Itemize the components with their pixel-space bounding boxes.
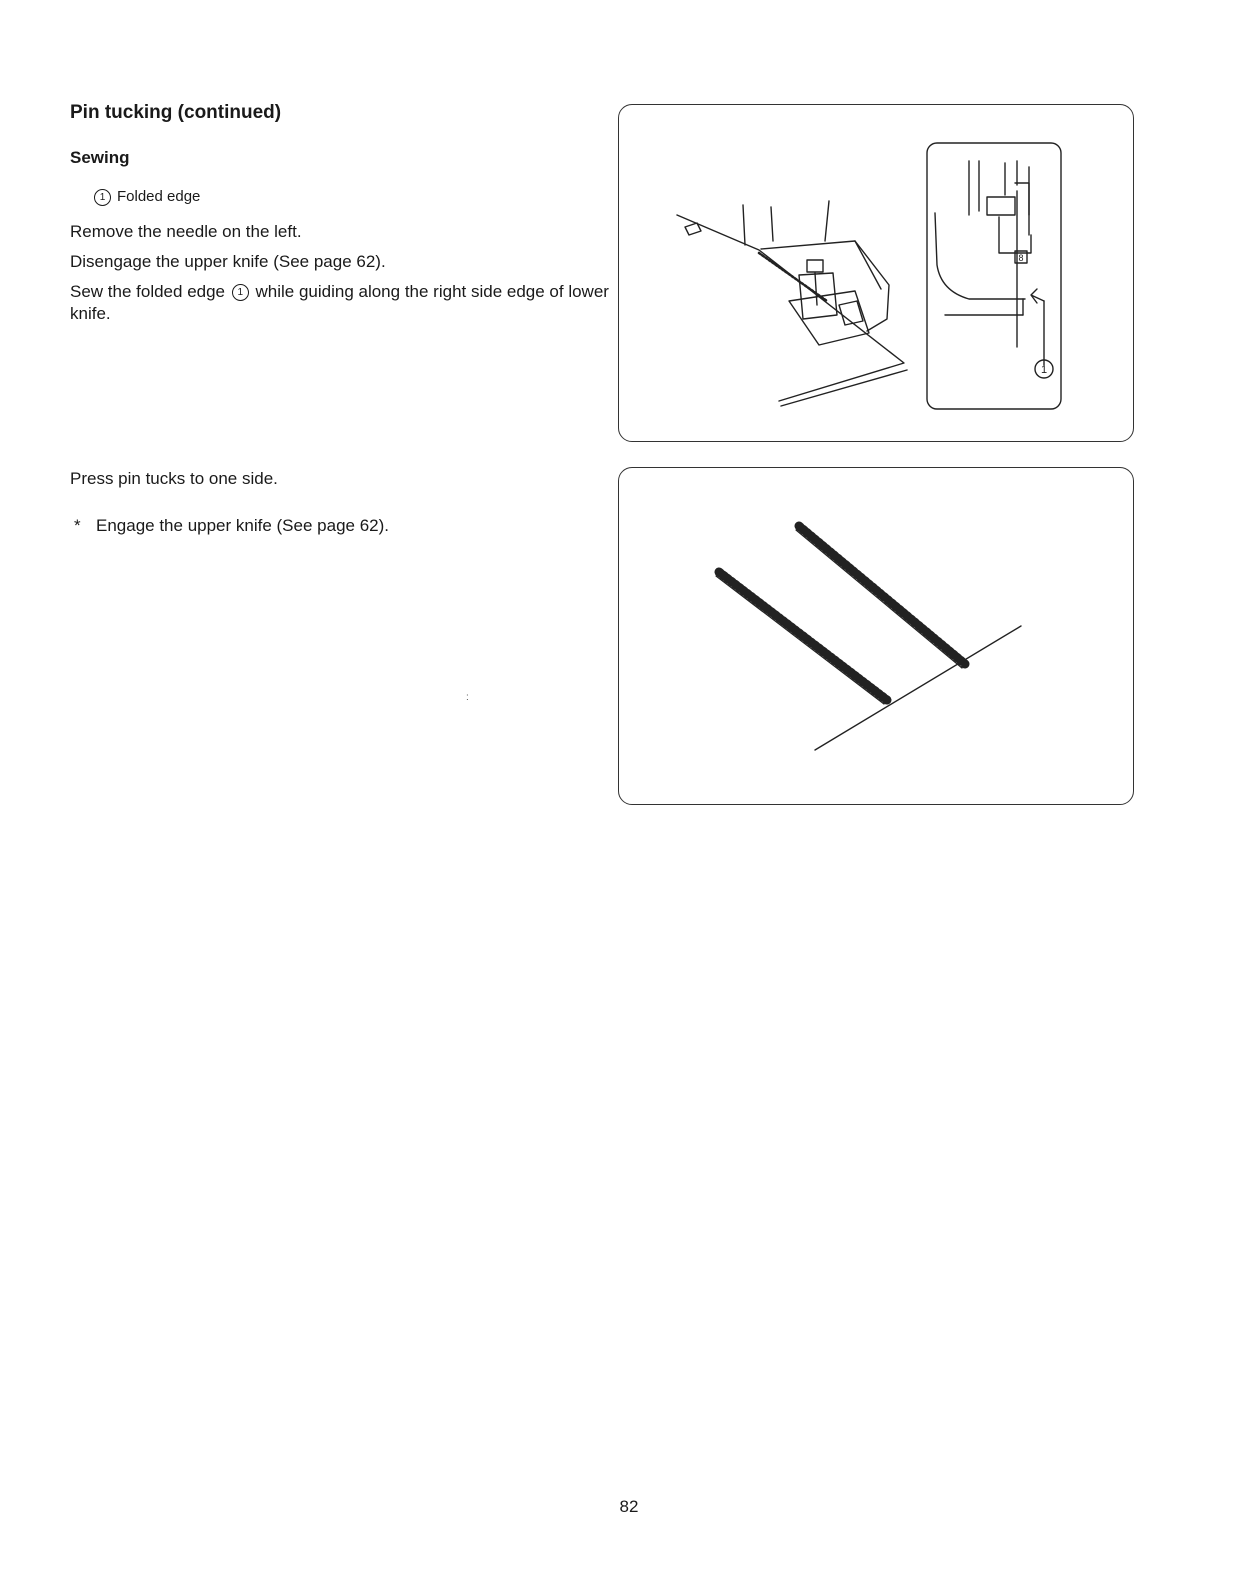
machine-bed [761,241,889,331]
section-title: Pin tucking (continued) [70,102,282,123]
subsection-title: Sewing [70,148,130,167]
step-disengage-knife: Disengage the upper knife (See page 62). [70,252,386,271]
pressed-tucks-illustration [619,468,1133,804]
legend-marker: 1 [94,189,111,206]
inset-foot [999,217,1031,253]
note-text: Engage the upper knife (See page 62). [96,516,389,535]
legend-label: Folded edge [117,188,201,205]
figure-sewing-illustration [618,104,1134,442]
pin-tuck-upper [799,526,965,664]
needle [815,273,817,305]
inset-fold-outer [935,213,1025,299]
thread-guide [685,223,701,235]
step-sew-marker: 1 [232,284,249,301]
machine-arm-left [743,205,745,245]
fabric-lower-edge [781,370,907,406]
pin-tuck-lower [719,572,887,700]
step-remove-needle: Remove the needle on the left. [70,222,302,241]
step-sew-folded-edge [70,281,610,325]
dial-mark: 8 [1018,253,1024,263]
fabric-outline [677,215,904,401]
stray-mark: : [466,692,469,703]
callout-arrow [1031,289,1044,303]
machine-bed-inner [855,241,881,289]
callout-number: 1 [1040,364,1048,376]
step-press-tucks: Press pin tucks to one side. [70,469,278,488]
step-sew-text-start: Sew the folded edge [70,282,226,301]
figure-pressed-tucks [618,467,1134,805]
step-sew-text-end: while guiding along the right side edge of lower knife. [70,282,609,323]
presser-foot [789,291,869,345]
needle-clamp [807,260,823,272]
note-asterisk: * [74,516,81,535]
note-engage-knife [70,515,389,537]
figure-legend [94,188,200,206]
machine-arm-right [825,201,829,241]
pin-tuck-lower-edge [716,576,884,704]
fabric-edge-line [815,626,1021,750]
inset-knife-block [987,197,1015,215]
sewing-illustration [619,105,1133,441]
machine-arm-mid [771,207,773,241]
page-number: 82 [619,1497,639,1516]
